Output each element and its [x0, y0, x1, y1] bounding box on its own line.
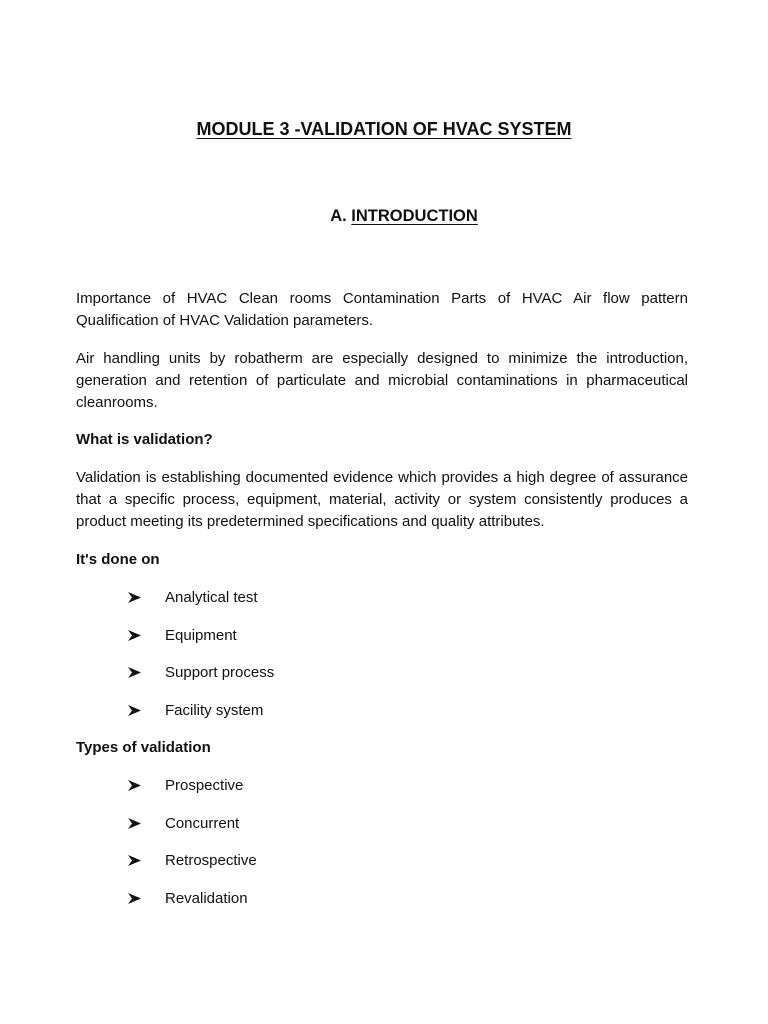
list-item-label: Support process	[165, 664, 275, 682]
list-item	[128, 888, 257, 926]
section-heading-text: INTRODUCTION	[351, 207, 478, 225]
done-on-list	[128, 587, 274, 738]
validation-definition-paragraph: Validation is establishing documented evidence which provides a high degree of assurance that a specific process, equipment, material, activity or system consistently produces a product meeting its predetermined specifications and quality attributes.	[76, 469, 688, 530]
list-item-label: Equipment	[165, 626, 237, 644]
document-title-text: MODULE 3 -VALIDATION OF HVAC SYSTEM	[196, 119, 572, 139]
section-number: A.	[330, 207, 347, 225]
list-item-label: Prospective	[165, 777, 244, 794]
arrow-bullet-icon	[128, 630, 141, 641]
list-item	[128, 813, 257, 851]
list-item	[128, 625, 274, 663]
list-item-label: Facility system	[165, 702, 264, 720]
list-item	[128, 700, 274, 738]
arrow-bullet-icon	[128, 893, 141, 904]
types-list	[128, 775, 257, 926]
arrow-bullet-icon	[128, 592, 141, 603]
list-item	[128, 662, 274, 700]
done-on-heading: It's done on	[76, 551, 160, 568]
list-item	[128, 850, 257, 888]
arrow-bullet-icon	[128, 855, 141, 866]
list-item-label: Revalidation	[165, 890, 248, 908]
section-heading	[0, 207, 768, 226]
arrow-bullet-icon	[128, 818, 141, 829]
robatherm-paragraph: Air handling units by robatherm are especially designed to minimize the introduction, generation and retention of particulate and microbial contaminations in pharmaceutical cleanrooms.	[76, 350, 688, 411]
list-item	[128, 775, 257, 813]
types-of-validation-heading: Types of validation	[76, 739, 211, 756]
arrow-bullet-icon	[128, 780, 141, 791]
list-item-label: Retrospective	[165, 852, 257, 870]
arrow-bullet-icon	[128, 667, 141, 678]
list-item-label: Concurrent	[165, 814, 240, 832]
intro-paragraph: Importance of HVAC Clean rooms Contamination Parts of HVAC Air flow pattern Qualification of HVAC Validation parameters.	[76, 290, 688, 329]
list-item	[128, 587, 274, 625]
arrow-bullet-icon	[128, 705, 141, 716]
list-item-label: Analytical test	[165, 589, 258, 606]
document-title	[0, 119, 768, 140]
what-is-validation-heading: What is validation?	[76, 431, 213, 448]
